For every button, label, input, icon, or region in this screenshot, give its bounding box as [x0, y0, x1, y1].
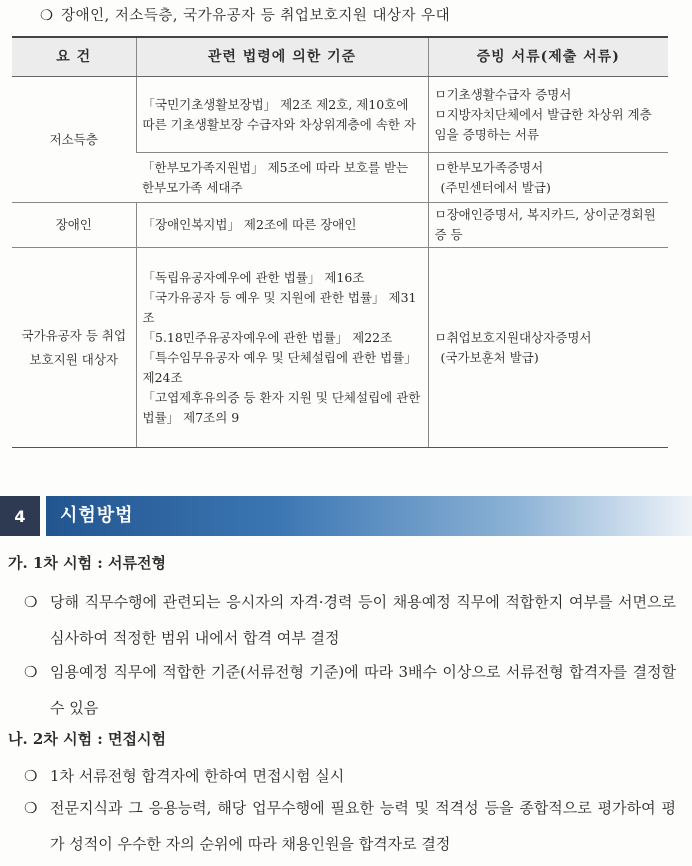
criteria-text: 「5.18민주유공자예우에 관한 법률」 제22조	[142, 329, 393, 345]
criteria-cell	[136, 248, 428, 448]
circle-bullet-icon: ❍	[24, 767, 38, 785]
document-text: ㅁ한부모가족증명서	[434, 159, 544, 175]
criteria-cell	[136, 153, 428, 203]
circle-bullet-icon: ❍	[24, 799, 38, 817]
criteria-text: 「장애인복지법」 제2조에 따른 장애인	[142, 217, 357, 232]
stage2-item-text: 1차 서류전형 합격자에 한하여 면접시험 실시	[50, 767, 345, 785]
requirements-table	[12, 36, 668, 448]
documents-cell	[428, 248, 668, 448]
document-text: ㅁ장애인증명서, 복지카드, 상이군경회원증 등	[434, 207, 656, 242]
stage2-heading: 나. 2차 시험 : 면접시험	[8, 730, 167, 748]
criteria-text: 「독립유공자예우에 관한 법률」 제16조	[142, 269, 365, 285]
criteria-cell	[136, 203, 428, 248]
table-header-row	[12, 37, 668, 77]
category-disabled: 장애인	[12, 203, 136, 248]
stage2-item	[24, 758, 676, 794]
stage1-item-text: 임용예정 직무에 적합한 기준(서류전형 기준)에 따라 3배수 이상으로 서류전형 합격자를 결정할 수 있음	[50, 663, 676, 717]
documents-cell	[428, 77, 668, 153]
table-row	[12, 77, 668, 153]
section-title: 시험방법	[60, 505, 134, 526]
criteria-text: 「국가유공자 등 예우 및 지원에 관한 법률」 제31조	[142, 289, 417, 325]
section-divider	[40, 496, 46, 536]
category-veterans: 국가유공자 등 취업보호지원 대상자	[12, 248, 136, 448]
stage1-item-text: 당해 직무수행에 관련되는 응시자의 자격·경력 등이 채용예정 직무에 적합한지 여부를 서면으로 심사하여 적정한 범위 내에서 합격 여부 결정	[50, 593, 676, 647]
intro-line	[40, 4, 450, 25]
table-row	[12, 203, 668, 248]
stage1-item	[24, 654, 676, 726]
stage1-item	[24, 584, 676, 656]
criteria-text: 「한부모가족지원법」 제5조에 따라 보호를 받는 한부모가족 세대주	[142, 159, 409, 195]
criteria-cell	[136, 77, 428, 153]
documents-cell	[428, 203, 668, 248]
document-text: (국가보훈처 발급)	[440, 349, 539, 365]
table-row	[12, 248, 668, 448]
section-number: 4	[0, 496, 40, 536]
header-documents: 증빙 서류(제출 서류)	[428, 37, 668, 77]
category-low-income: 저소득층	[12, 77, 136, 203]
circle-bullet-icon: ❍	[40, 8, 54, 24]
criteria-text: 「특수임무유공자 예우 및 단체설립에 관한 법률」 제24조	[142, 349, 417, 385]
stage2-item-text: 전문지식과 그 응용능력, 해당 업무수행에 필요한 능력 및 적격성 등을 종합적으로 평가하여 평가 성적이 우수한 자의 순위에 따라 채용인원을 합격자로 결정	[50, 799, 676, 853]
circle-bullet-icon: ❍	[24, 593, 38, 611]
intro-text: 장애인, 저소득층, 국가유공자 등 취업보호지원 대상자 우대	[61, 8, 451, 24]
document-text: ㅁ지방자치단체에서 발급한 차상위 계층임을 증명하는 서류	[434, 106, 652, 142]
stage2-item	[24, 790, 676, 862]
criteria-text: 「국민기초생활보장법」 제2조 제2호, 제10호에 따른 기초생활보장 수급자와 차상위계층에 속한 자	[142, 96, 416, 132]
document-text: (주민센터에서 발급)	[440, 179, 551, 195]
documents-cell	[428, 153, 668, 203]
circle-bullet-icon: ❍	[24, 663, 38, 681]
header-requirement: 요 건	[12, 37, 136, 77]
header-criteria: 관련 법령에 의한 기준	[136, 37, 428, 77]
document-text: ㅁ기초생활수급자 증명서	[434, 86, 572, 102]
stage1-heading: 가. 1차 시험 : 서류전형	[8, 554, 167, 572]
document-text: ㅁ취업보호지원대상자증명서	[434, 329, 592, 345]
criteria-text: 「고엽제후유의증 등 환자 지원 및 단체설립에 관한 법률」 제7조의 9	[142, 389, 421, 425]
